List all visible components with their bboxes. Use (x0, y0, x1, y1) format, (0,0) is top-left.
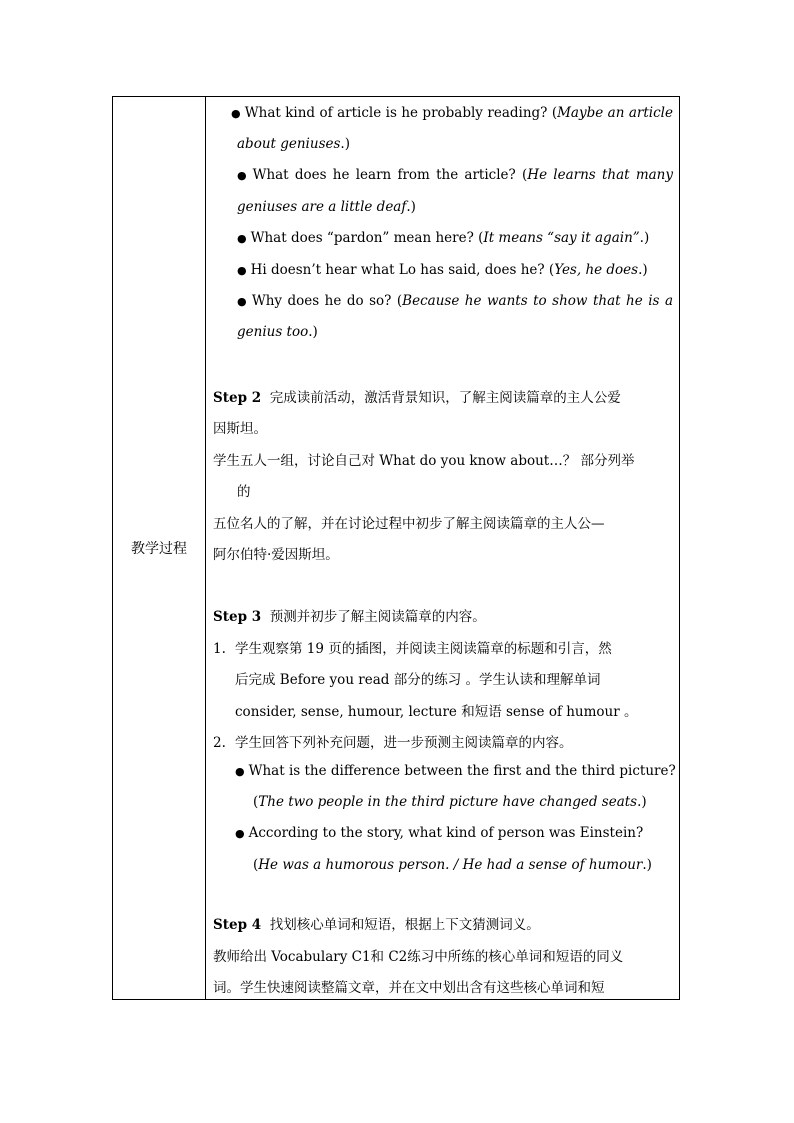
question-5-line2: genius too.) (237, 324, 318, 340)
step-3-title: Step 3 (213, 609, 262, 625)
step-4-title: Step 4 (213, 917, 262, 933)
step-3-item-1-line3: consider, sense, humour, lecture 和短语 sense of humour 。 (235, 704, 638, 720)
step-3-heading: Step 3 预测并初步了解主阅读篇章的内容。 (213, 609, 486, 625)
label-cell (113, 97, 205, 999)
section-label: 教学过程 (131, 541, 187, 557)
question-2-line2: geniuses are a little deaf.) (237, 199, 416, 215)
bullet-icon: ● (237, 295, 248, 308)
step-3-subanswer-1: (The two people in the third picture have changed seats.) (253, 794, 647, 810)
step-4-line1: 教师给出 Vocabulary C1和 C2练习中所练的核心单词和短语的同义 (213, 949, 624, 965)
step-4-heading: Step 4 找划核心单词和短语，根据上下文猜测词义。 (213, 917, 540, 933)
column-divider (205, 97, 206, 999)
step-2-para-line1: 学生五人一组，讨论自己对 What do you know about…？ 部分列举 (213, 453, 635, 469)
step-2-para-line4: 阿尔伯特·爱因斯坦。 (213, 547, 339, 563)
question-3: ● What does “pardon” mean here? (It means “say it again”.) (237, 230, 650, 246)
step-2-heading: Step 2 完成读前活动，激活背景知识，了解主阅读篇章的主人公爱 (213, 390, 621, 406)
bullet-icon: ● (235, 827, 245, 840)
question-4: ● Hi doesn’t hear what Lo has said, does he? (Yes, he does.) (237, 262, 648, 278)
bullet-icon: ● (237, 169, 249, 182)
step-3-subquestion-1: ● What is the difference between the first and the third picture? (235, 763, 676, 779)
question-1-line1: ● What kind of article is he probably reading? (Maybe an article (231, 105, 673, 121)
bullet-icon: ● (237, 232, 247, 245)
question-5-line1: ● Why does he do so? (Because he wants to show that he is a (237, 293, 673, 309)
bullet-icon: ● (231, 107, 241, 120)
question-2-line1: ● What does he learn from the article? (He learns that many (237, 167, 673, 183)
step-2-para-line2: 的 (237, 484, 251, 500)
step-3-item-1-line1: 1. 学生观察第 19 页的插图，并阅读主阅读篇章的标题和引言，然 (213, 641, 612, 657)
step-3-subquestion-2: ● According to the story, what kind of person was Einstein? (235, 825, 644, 841)
lesson-table (112, 96, 680, 1000)
step-3-item-2: 2. 学生回答下列补充问题，进一步预测主阅读篇章的内容。 (213, 735, 573, 751)
bullet-icon: ● (237, 264, 247, 277)
step-3-item-1-line2: 后完成 Before you read 部分的练习 。学生认读和理解单词 (235, 672, 601, 688)
step-4-line2: 词。学生快速阅读整篇文章，并在文中划出含有这些核心单词和短 (213, 980, 605, 996)
question-1-line2: about geniuses.) (237, 136, 350, 152)
bullet-icon: ● (235, 765, 245, 778)
step-2-para-line3: 五位名人的了解，并在讨论过程中初步了解主阅读篇章的主人公— (213, 516, 605, 532)
step-2-title: Step 2 (213, 390, 262, 406)
step-2-heading-cont: 因斯坦。 (213, 421, 267, 437)
step-3-subanswer-2: (He was a humorous person. / He had a sense of humour.) (253, 857, 652, 873)
